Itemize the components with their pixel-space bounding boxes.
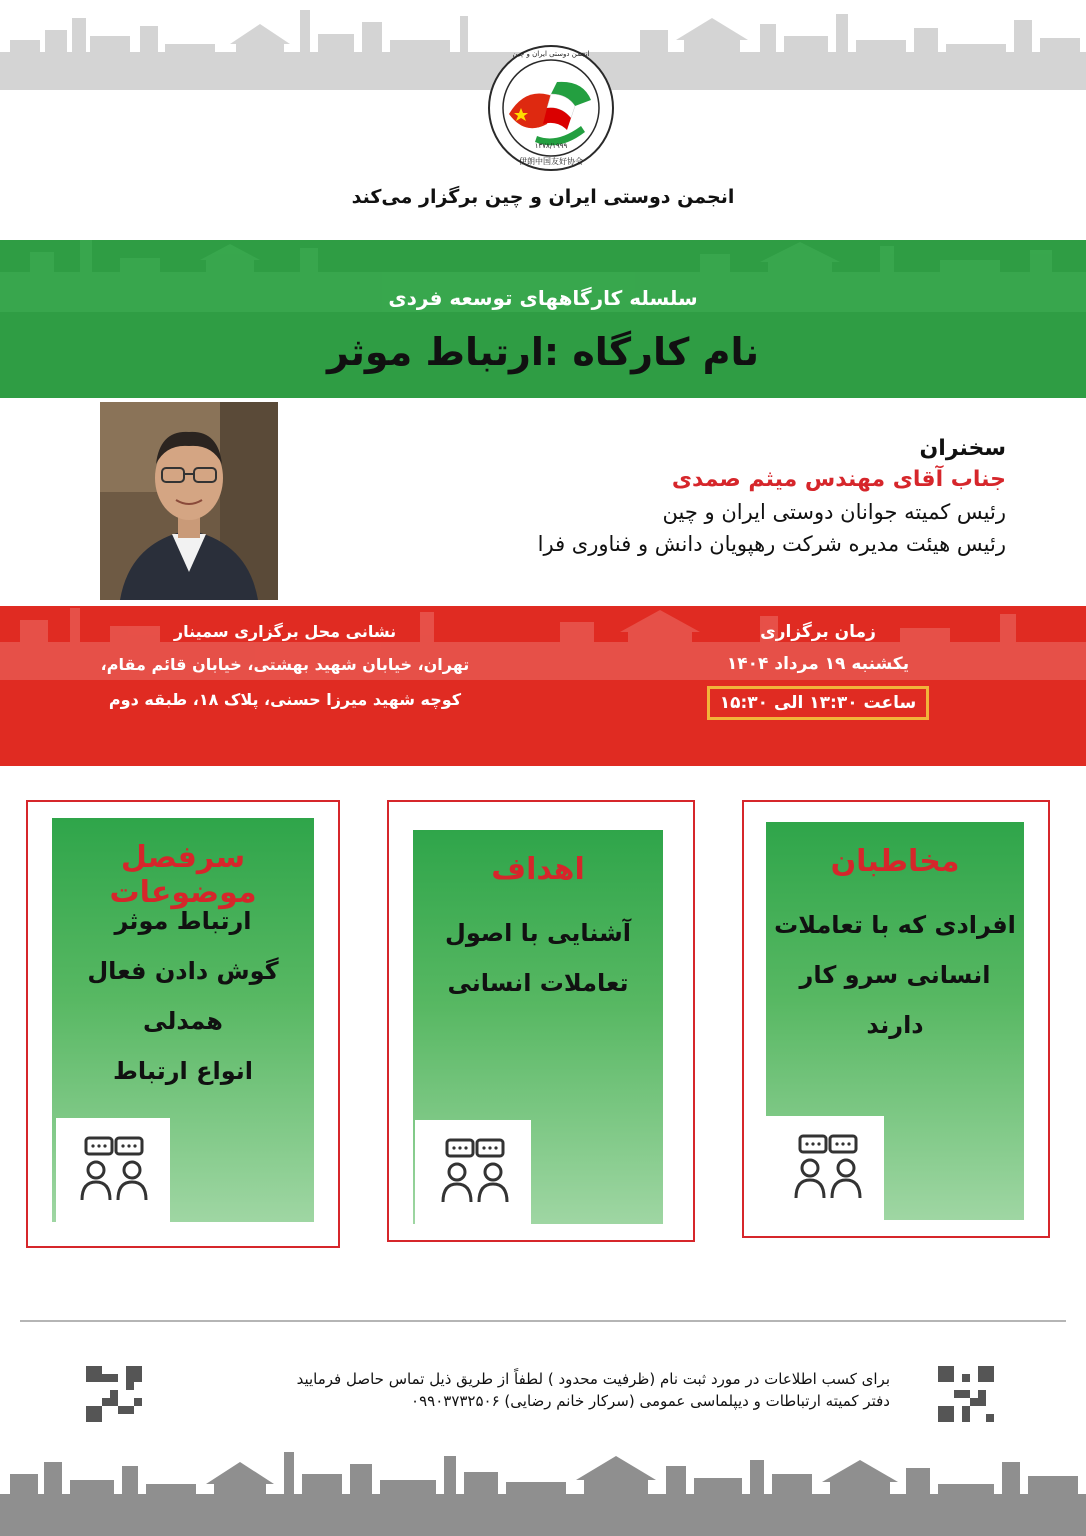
logo-inscription-bottom: 伊朗中国友好协会 [519, 157, 583, 166]
contact-info [170, 1368, 890, 1412]
discussion-people-icon [56, 1118, 170, 1222]
organization-logo [487, 44, 615, 172]
goals-card-line: آشنایی با اصول [445, 919, 631, 947]
speaker-photo [100, 402, 278, 600]
goals-card-title: اهداف [491, 852, 585, 887]
audience-card-line: افرادی که با تعاملات [774, 911, 1016, 939]
contact-line: برای کسب اطلاعات در مورد ثبت نام (ظرفیت محدود ) لطفاً از طریق ذیل تماس حاصل فرمایید [296, 1370, 890, 1388]
series-title: سلسله کارگاههای توسعه فردی [388, 286, 698, 310]
topics-card-title: سرفصل موضوعات [109, 840, 257, 910]
discussion-people-icon [415, 1120, 531, 1224]
contact-line: دفتر کمیته ارتباطات و دیپلماسی عمومی (سرکار خانم رضایی) ۰۹۹۰۳۷۳۲۵۰۶ [411, 1392, 890, 1410]
workshop-title: نام کارگاه :ارتباط موثر [327, 330, 759, 374]
goals-card-panel [413, 830, 663, 1224]
friendship-emblem-icon [487, 44, 615, 172]
speaker-role: رئیس کمیته جوانان دوستی ایران و چین [662, 500, 1006, 524]
skyline-icon [0, 1444, 1086, 1536]
venue-block [70, 622, 500, 725]
bottom-skyline-decoration [0, 1444, 1086, 1536]
speaker-role: رئیس هیئت مدیره شرکت رهپویان دانش و فناوری فرا [537, 532, 1006, 556]
goals-card-line: تعاملات انسانی [447, 969, 629, 997]
green-banner [0, 240, 1086, 398]
qr-code-icon [86, 1366, 142, 1422]
footer-divider [20, 1320, 1066, 1322]
audience-card [742, 800, 1050, 1238]
speaker-info [366, 436, 1006, 564]
audience-card-body [766, 900, 1024, 1050]
organizer-text: انجمن دوستی ایران و چین برگزار می‌کند [351, 186, 735, 208]
topics-card-panel [52, 818, 314, 1222]
qr-code-right[interactable] [938, 1366, 994, 1422]
schedule-block [668, 622, 968, 720]
topics-card-line: انواع ارتباط [112, 1057, 254, 1085]
goals-card-body [413, 908, 663, 1008]
topics-card [26, 800, 340, 1248]
speaker-portrait-icon [100, 402, 278, 600]
venue-address-line: تهران، خیابان شهید بهشتی، خیابان قائم مقام، [100, 655, 470, 674]
qr-code-left[interactable] [86, 1366, 142, 1422]
logo-inscription-years: ۱۳۷۸/۱۹۹۹ [534, 142, 568, 150]
topics-card-line: گوش دادن فعال [87, 957, 279, 985]
audience-card-line: انسانی سرو کار [799, 961, 991, 989]
schedule-date: یکشنبه ۱۹ مرداد ۱۴۰۴ [726, 654, 910, 674]
topics-card-line: همدلی [143, 1007, 223, 1035]
schedule-hours: ساعت ۱۳:۳۰ الی ۱۵:۳۰ [707, 686, 930, 720]
discussion-people-icon [766, 1116, 884, 1220]
topics-card-body [52, 896, 314, 1096]
topics-card-line: ارتباط موثر [114, 907, 252, 935]
audience-card-title: مخاطبان [830, 844, 960, 879]
green-skyline-icon [0, 240, 1086, 398]
schedule-heading: زمان برگزاری [760, 622, 876, 642]
speakers-heading: سخنران [919, 436, 1006, 461]
venue-heading: نشانی محل برگزاری سمینار [173, 622, 397, 641]
goals-card [387, 800, 695, 1242]
audience-card-panel [766, 822, 1024, 1220]
venue-address-line: کوچه شهید میرزا حسنی، پلاک ۱۸، طبقه دوم [108, 690, 462, 709]
speaker-name: جناب آقای مهندس میثم صمدی [671, 467, 1006, 492]
qr-code-icon [938, 1366, 994, 1422]
audience-card-line: دارند [866, 1011, 924, 1039]
logo-inscription-top: انجمن دوستی ایران و چین [512, 50, 590, 58]
